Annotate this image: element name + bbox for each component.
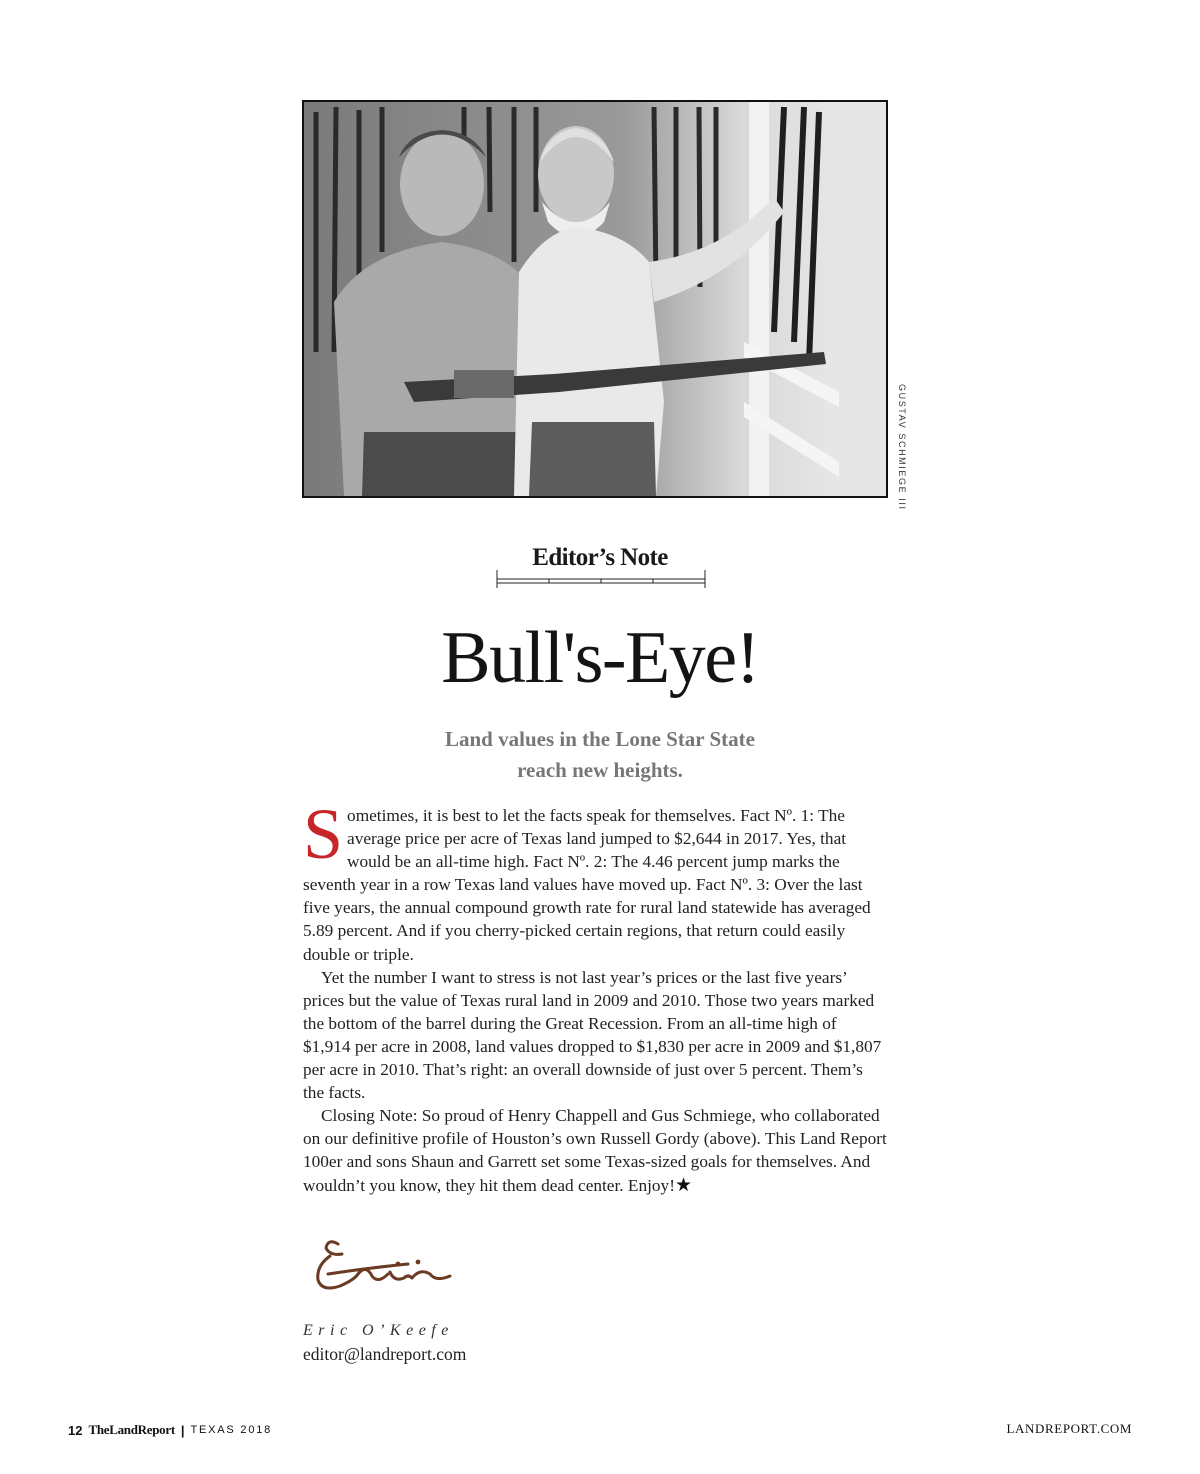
paragraph-3-text: Closing Note: So proud of Henry Chappell and Gus Schmiege, who collaborated on our definitive profile of Houston’s own Russell Gordy (above). This Land Report 100er and sons Shaun and Garrett set some Texas-sized goals for themselves. And wouldn’t you know, they hit them dead center. Enjoy! <box>303 1106 887 1195</box>
paragraph-3 <box>303 1104 887 1196</box>
star-icon: ★ <box>674 1174 692 1196</box>
paragraph-1 <box>303 794 887 966</box>
article-photo <box>302 100 888 498</box>
folio-separator: | <box>180 1422 185 1438</box>
dek-line-2: reach new heights. <box>517 758 683 782</box>
website-url[interactable]: LANDREPORT.COM <box>1006 1421 1132 1436</box>
issue-label: TEXAS 2018 <box>190 1424 273 1436</box>
footer-folio <box>68 1422 272 1438</box>
article-body <box>303 794 887 1197</box>
signer-name: Eric O’Keefe <box>303 1322 454 1339</box>
editor-email[interactable]: editor@landreport.com <box>303 1344 467 1364</box>
magazine-name: TheLandReport <box>88 1422 175 1437</box>
section-rule <box>496 570 706 590</box>
headline: Bull's-Eye! <box>441 617 759 699</box>
page-number: 12 <box>68 1422 83 1438</box>
section-label: Editor’s Note <box>532 544 668 571</box>
paragraph-2: Yet the number I want to stress is not last year’s prices or the last five years’ prices but the value of Texas rural land in 2009 and 2010. Those two years marked the bottom of the barrel during the Great Recession. From an all-time high of $1,914 per acre in 2008, land values dropped to $1,830 per acre in 2009 and $1,807 per acre in 2010. That’s right: an overall downside of just over 5 percent. Them’s the facts. <box>303 967 882 1103</box>
signature-image <box>308 1234 458 1300</box>
photo-illustration <box>304 102 886 496</box>
paragraph-1-text: ometimes, it is best to let the facts speak for themselves. Fact Nº. 1: The average price per acre of Texas land jumped to $2,644 in 2017. Yes, that would be an all-time high. Fact Nº. 2: The 4.46 percent jump marks the seventh year in a row Texas land values have moved up. Fact Nº. 3: Over the last five years, the annual compound growth rate for rural land statewide has averaged 5.89 percent. And if you cherry-picked certain regions, that return could easily double or triple. <box>303 806 871 964</box>
photo-credit: GUSTAV SCHMIEGE III <box>897 384 907 511</box>
dek-line-1: Land values in the Lone Star State <box>445 727 755 751</box>
drop-cap: S <box>303 794 344 874</box>
dek <box>396 724 804 786</box>
